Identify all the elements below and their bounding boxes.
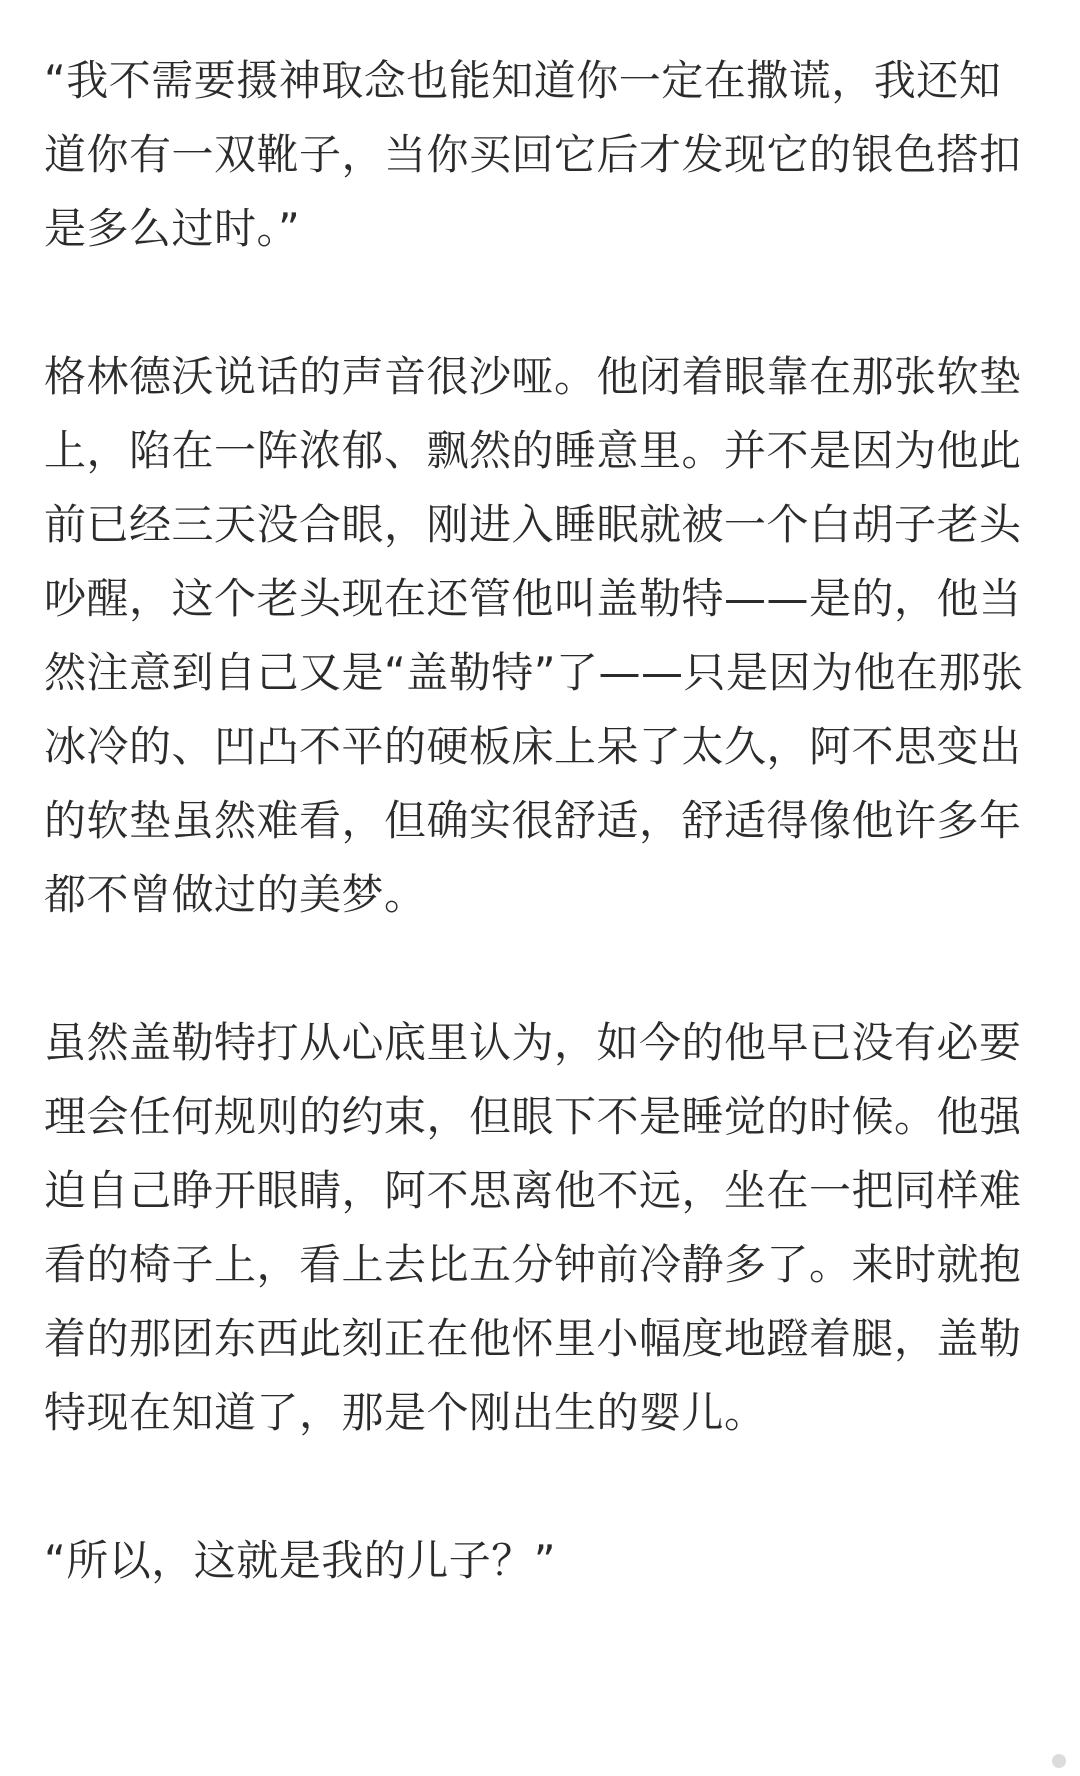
article-body [44,44,1034,1598]
paragraph-1: “我不需要摄神取念也能知道你一定在撒谎，我还知道你有一双靴子，当你买回它后才发现它的银色搭扣是多么过时。” [44,56,1022,253]
watermark-logo-icon [1052,1754,1066,1768]
paragraph-3: 虽然盖勒特打从心底里认为，如今的他早已没有必要理会任何规则的约束，但眼下不是睡觉的时候。他强迫自己睁开眼睛，阿不思离他不远，坐在一把同样难看的椅子上，看上去比五分钟前冷静多了。来时就抱着的那团东西此刻正在他怀里小幅度地蹬着腿，盖勒特现在知道了，那是个刚出生的婴儿。 [44,1018,1022,1437]
paragraph-2: 格林德沃说话的声音很沙哑。他闭着眼靠在那张软垫上，陷在一阵浓郁、飘然的睡意里。并不是因为他此前已经三天没合眼，刚进入睡眠就被一个白胡子老头吵醒，这个老头现在还管他叫盖勒特——是的，他当然注意到自己又是“盖勒特”了——只是因为他在那张冰冷的、凹凸不平的硬板床上呆了太久，阿不思变出的软垫虽然难看，但确实很舒适，舒适得像他许多年都不曾做过的美梦。 [44,352,1024,919]
paragraph-4: “所以，这就是我的儿子？” [44,1536,557,1585]
watermark [1052,1754,1066,1768]
